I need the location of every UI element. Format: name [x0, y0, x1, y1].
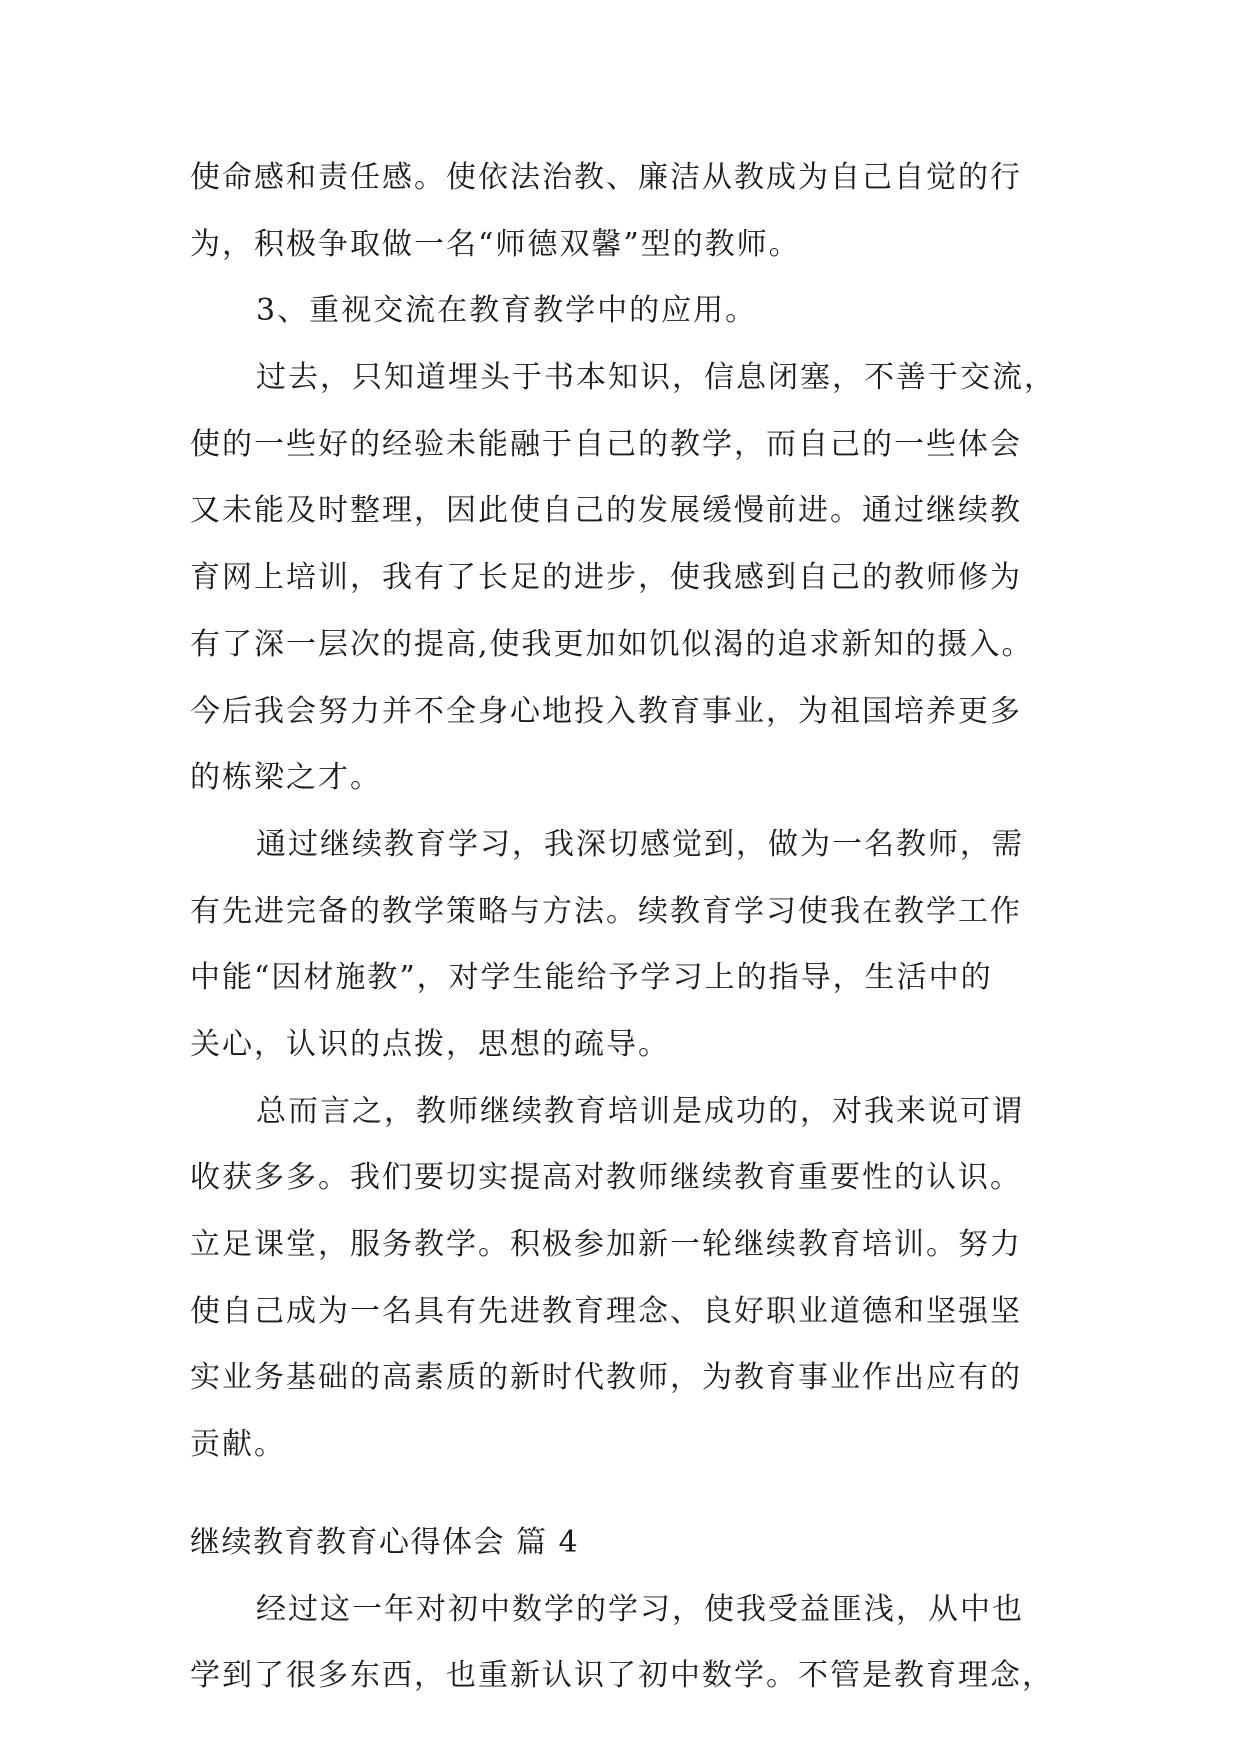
- section-point-heading: 3、重视交流在教育教学中的应用。: [256, 293, 758, 329]
- paragraph-line: 总而言之，教师继续教育培训是成功的，对我来说可谓: [256, 1093, 1024, 1129]
- paragraph-line: 有了深一层次的提高,使我更加如饥似渴的追求新知的摄入。: [190, 626, 1034, 662]
- paragraph-line: 学到了很多东西，也重新认识了初中数学。不管是教育理念，: [190, 1658, 1054, 1694]
- section-heading: 继续教育教育心得体会 篇 4: [190, 1525, 580, 1561]
- paragraph-line: 使自己成为一名具有先进教育理念、良好职业道德和坚强坚: [190, 1293, 1022, 1329]
- paragraph-line: 收获多多。我们要切实提高对教师继续教育重要性的认识。: [190, 1160, 1022, 1196]
- paragraph-line: 为，积极争取做一名“师德双馨”型的教师。: [190, 226, 801, 262]
- document-body: [190, 158, 1060, 1723]
- paragraph-line: 的栋梁之才。: [190, 760, 382, 796]
- paragraph-line: 又未能及时整理，因此使自己的发展缓慢前进。通过继续教: [190, 493, 1022, 529]
- paragraph-line: 过去，只知道埋头于书本知识，信息闭塞，不善于交流，: [256, 360, 1056, 396]
- paragraph-line: 中能“因材施教”，对学生能给予学习上的指导，生活中的: [190, 960, 993, 996]
- paragraph-line: 有先进完备的教学策略与方法。续教育学习使我在教学工作: [190, 893, 1022, 929]
- paragraph-line: 关心，认识的点拨，思想的疏导。: [190, 1026, 670, 1062]
- paragraph-line: 立足课堂，服务教学。积极参加新一轮继续教育培训。努力: [190, 1227, 1022, 1262]
- paragraph-line: 今后我会努力并不全身心地投入教育事业，为祖国培养更多: [190, 693, 1022, 729]
- paragraph-line: 育网上培训，我有了长足的进步，使我感到自己的教师修为: [190, 560, 1022, 596]
- paragraph-line: 使的一些好的经验未能融于自己的教学，而自己的一些体会: [190, 426, 1022, 462]
- paragraph-line: 贡献。: [190, 1427, 286, 1463]
- paragraph-line: 使命感和责任感。使依法治教、廉洁从教成为自己自觉的行: [190, 160, 1022, 195]
- paragraph-line: 经过这一年对初中数学的学习，使我受益匪浅，从中也: [256, 1591, 1024, 1627]
- paragraph-line: 实业务基础的高素质的新时代教师，为教育事业作出应有的: [190, 1360, 1022, 1396]
- paragraph-line: 通过继续教育学习，我深切感觉到，做为一名教师，需: [256, 826, 1024, 862]
